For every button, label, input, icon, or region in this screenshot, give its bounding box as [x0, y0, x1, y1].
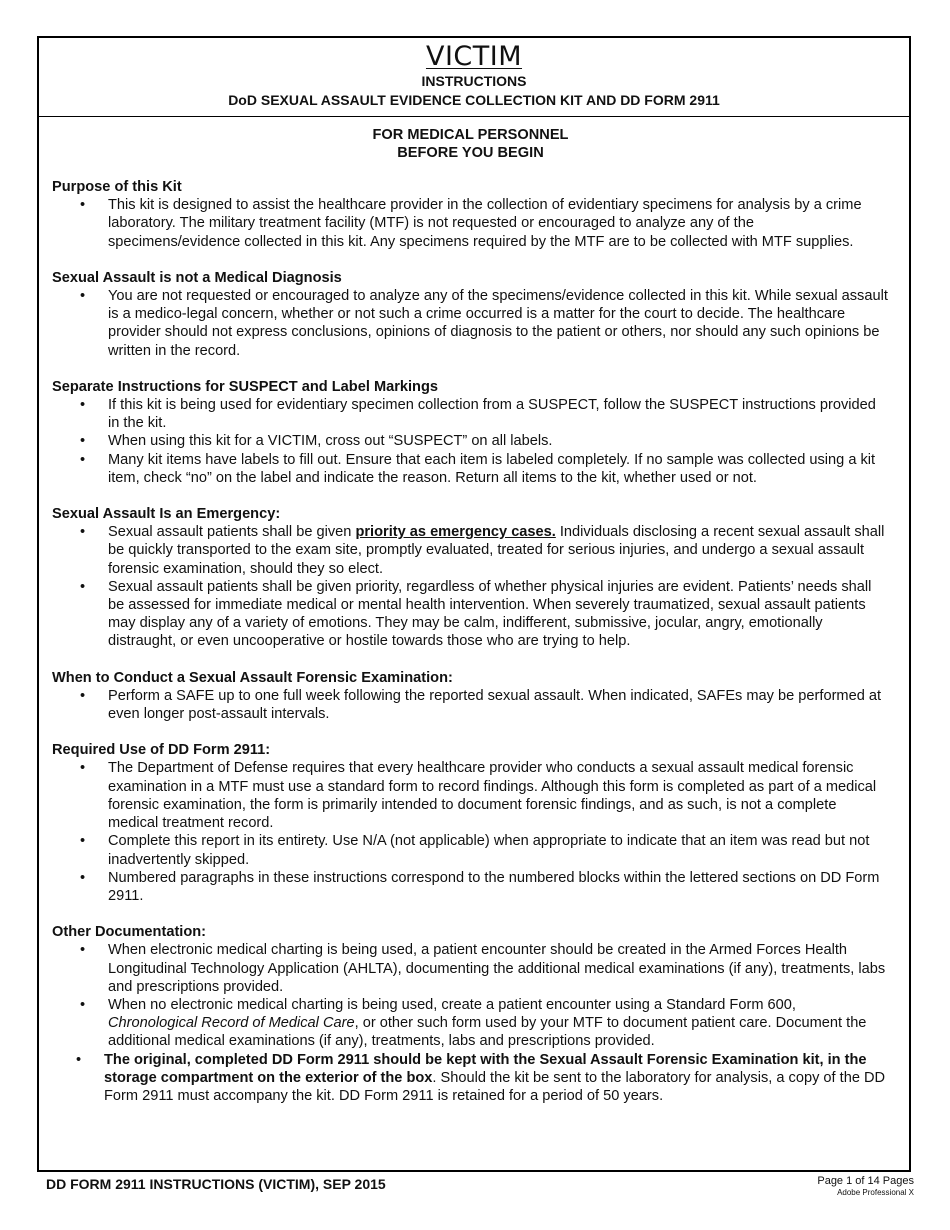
section-title: Other Documentation:	[52, 924, 207, 941]
section-emergency	[52, 505, 889, 651]
footer-form-id: DD FORM 2911 INSTRUCTIONS (VICTIM), SEP 2015	[46, 1176, 386, 1192]
list-item	[108, 996, 889, 1051]
page-number: Page 1 of 14 Pages	[817, 1175, 914, 1187]
section-title: Sexual Assault is not a Medical Diagnosis	[52, 269, 342, 286]
bullet-list	[52, 196, 889, 251]
bullet-list	[52, 941, 889, 1105]
text-run: When no electronic medical charting is being used, create a patient encounter using a Standard Form 600,	[108, 996, 796, 1013]
list-item: • Perform a SAFE up to one full week following the reported sexual assault. When indicated, SAFEs may be performed at even longer post-assault intervals.	[108, 687, 889, 723]
section-title: Separate Instructions for SUSPECT and Label Markings	[52, 378, 439, 395]
section-title: Purpose of this Kit	[52, 179, 182, 195]
section-purpose	[52, 178, 889, 251]
text-run: , or other such form used by your MTF to document patient care. Document the additional medical examinations (if any), treatments, labs and prescriptions provided.	[108, 1015, 867, 1050]
page-title: VICTIM	[425, 41, 523, 72]
list-item: • This kit is designed to assist the healthcare provider in the collection of evidentiary specimens for analysis by a crime laboratory. The military treatment facility (MTF) is not requested or encouraged to analyze any of the specimens/evidence collected in this kit. Any specimens required by the MTF are to be collected with MTF supplies.	[108, 196, 889, 251]
list-item	[104, 1051, 889, 1106]
form-name-italic: Chronological Record of Medical Care	[108, 1015, 355, 1032]
subtitle	[52, 126, 889, 162]
section-title: Required Use of DD Form 2911:	[52, 742, 271, 759]
section-when-to-conduct	[52, 669, 889, 724]
list-item: • When using this kit for a VICTIM, cross out “SUSPECT” on all labels.	[108, 432, 889, 450]
form-frame	[37, 36, 911, 1172]
section-diagnosis	[52, 269, 889, 360]
list-item: • Sexual assault patients shall be given priority, regardless of whether physical injuries are evident. Patients’ needs shall be assessed for immediate medical or mental health intervention. When severely traumatized, sexual assault patients may display any of a variety of emotions. They may be calm, indifferent, submissive, jocular, angry, emotionally distraught, or even uncooperative or hostile towards those who are trying to help.	[108, 578, 889, 651]
text-run: . Should the kit be sent to the laboratory for analysis, a copy of the DD Form 2911 must accompany the kit. DD Form 2911 is retained for a period of 50 years.	[104, 1069, 886, 1104]
header-instructions: INSTRUCTIONS	[421, 73, 527, 89]
bullet-list	[52, 687, 889, 723]
section-title: When to Conduct a Sexual Assault Forensic Examination:	[52, 669, 453, 686]
list-item: • Many kit items have labels to fill out. Ensure that each item is labeled completely. If no sample was collected using a kit item, check “no” on the label and indicate the reason. Return all items to the kit, whether used or not.	[108, 451, 889, 487]
form-header	[39, 38, 909, 117]
section-required-use	[52, 741, 889, 905]
emphasis-text: priority as emergency cases.	[355, 524, 556, 541]
subtitle-line-2: BEFORE YOU BEGIN	[397, 145, 544, 161]
text-run: Individuals disclosing a recent sexual assault shall be quickly transported to the exam site, promptly evaluated, treated for serious injuries, and undergo a sexual assault forensic examination, should they so elect.	[108, 524, 885, 577]
list-item: • Numbered paragraphs in these instructions correspond to the numbered blocks within the lettered sections on DD Form 2911.	[108, 869, 889, 905]
bullet-list	[52, 759, 889, 905]
list-item: • When electronic medical charting is being used, a patient encounter should be created in the Armed Forces Health Longitudinal Technology Application (AHLTA), documenting the additional medical examinations (if any), treatments, labs and prescriptions provided.	[108, 941, 889, 996]
bullet-list	[52, 287, 889, 360]
section-separate-instructions	[52, 378, 889, 487]
emphasis-text: The original, completed DD Form 2911 should be kept with the Sexual Assault Forensic Examination kit, in the storage compartment on the exterior of the box	[104, 1051, 867, 1086]
list-item: • You are not requested or encouraged to analyze any of the specimens/evidence collected in this kit. While sexual assault is a medico-legal concern, whether or not such a crime occurred is a matter for the court to decide. The healthcare provider should not express conclusions, opinions of diagnosis to the patient or others, nor should any such opinions be written in the record.	[108, 287, 889, 360]
footer-page-info	[817, 1175, 914, 1198]
header-form-title: DoD SEXUAL ASSAULT EVIDENCE COLLECTION KIT AND DD FORM 2911	[228, 92, 720, 108]
list-item	[108, 523, 889, 578]
subtitle-line-1: FOR MEDICAL PERSONNEL	[372, 127, 569, 143]
list-item: • The Department of Defense requires that every healthcare provider who conducts a sexual assault medical forensic examination in a MTF must use a standard form to record findings. Although this form is completed as part of a medical forensic examination, the form is primarily intended to document forensic findings, and as such, is not a complete medical treatment record.	[108, 759, 889, 832]
section-other-documentation	[52, 923, 889, 1105]
list-item: • Complete this report in its entirety. Use N/A (not applicable) when appropriate to indicate that an item was read but not inadvertently skipped.	[108, 832, 889, 868]
producer-label: Adobe Professional X	[837, 1188, 914, 1197]
text-run: Sexual assault patients shall be given	[108, 524, 356, 541]
bullet-list	[52, 396, 889, 487]
section-title: Sexual Assault Is an Emergency:	[52, 506, 281, 523]
list-item: • If this kit is being used for evidentiary specimen collection from a SUSPECT, follow the SUSPECT instructions provided in the kit.	[108, 396, 889, 432]
instructions-body	[39, 117, 909, 1105]
bullet-list	[52, 523, 889, 650]
